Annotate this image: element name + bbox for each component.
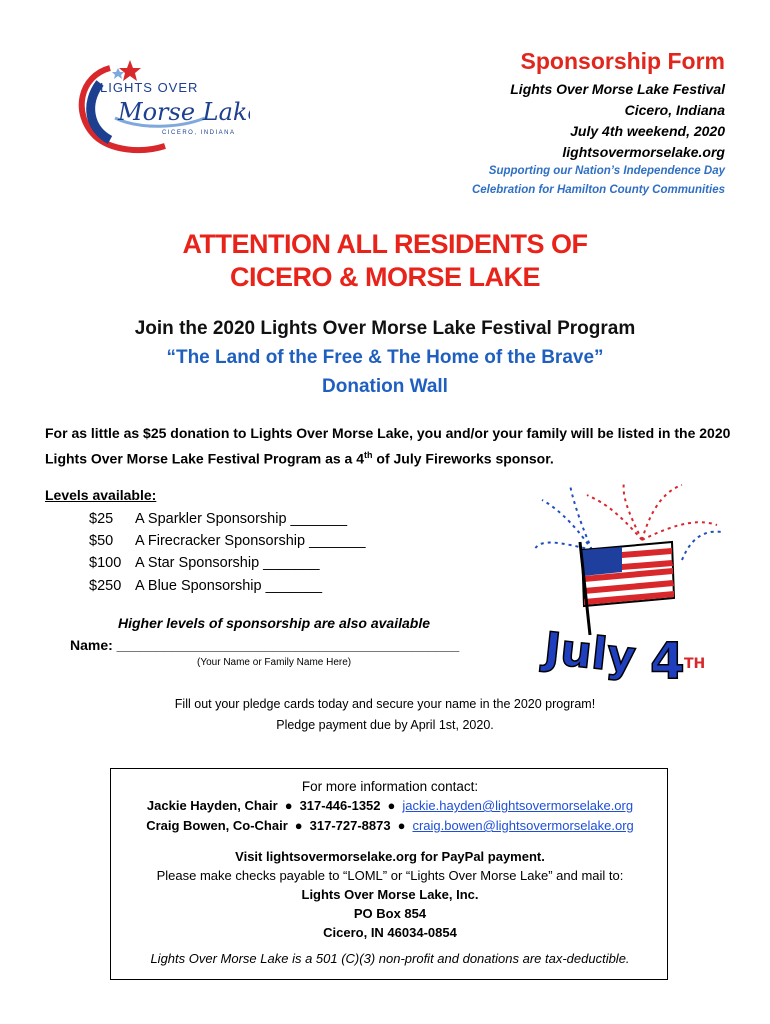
higher-levels-note: Higher levels of sponsorship are also available: [118, 615, 431, 631]
logo-line-2: Morse Lake: [118, 98, 250, 126]
contact-row: [111, 798, 669, 813]
paypal-note: Visit lightsovermorselake.org for PayPal payment.: [235, 849, 545, 864]
contact-box: [110, 768, 668, 980]
attention-heading-line-2: CICERO & MORSE LAKE: [229, 262, 541, 292]
contact-email-link[interactable]: craig.bowen@lightsovermorselake.org: [412, 818, 634, 833]
program-title: Join the 2020 Lights Over Morse Lake Festival Program: [134, 318, 636, 339]
contact-name: Jackie Hayden, Chair: [146, 798, 278, 813]
july-text: July: [541, 623, 639, 684]
logo-line-3: CICERO, INDIANA: [162, 130, 236, 136]
contact-phone: 317-446-1352: [299, 798, 381, 813]
donation-wall-title: Donation Wall: [322, 376, 448, 397]
flag-icon: [580, 542, 674, 635]
mailing-org: Lights Over Morse Lake, Inc.: [301, 887, 479, 902]
levels-heading: Levels available:: [45, 487, 157, 503]
logo-line-1: LIGHTS OVER: [100, 80, 199, 95]
name-field: Name: ____________________________________________: [70, 637, 460, 653]
level-amount: $25: [89, 511, 114, 527]
intro-text: For as little as $25 donation to Lights Over Morse Lake, you and/or your family will be listed in the 2020 Lights Over Morse Lake Festival Program as a 4: [45, 425, 731, 467]
contact-row: [111, 818, 669, 833]
level-label: A Star Sponsorship _______: [135, 555, 320, 571]
contact-phone: 317-727-8873: [309, 818, 391, 833]
july-number: 4: [650, 632, 685, 685]
contact-email-link[interactable]: jackie.hayden@lightsovermorselake.org: [402, 798, 634, 813]
intro-paragraph: [45, 422, 735, 470]
checks-note: Please make checks payable to “LOML” or “Lights Over Morse Lake” and mail to:: [156, 868, 624, 883]
support-line-2: Celebration for Hamilton County Communities: [471, 184, 725, 196]
attention-heading-line-1: ATTENTION ALL RESIDENTS OF: [182, 229, 588, 259]
mailing-pobox: PO Box 854: [353, 906, 427, 921]
level-label: A Sparkler Sponsorship _______: [135, 511, 348, 527]
july-4th-clipart: [532, 480, 724, 685]
bullet-icon: ●: [387, 798, 396, 813]
mailing-city-zip: Cicero, IN 46034-0854: [323, 925, 457, 940]
level-label: A Blue Sponsorship _______: [135, 578, 323, 594]
form-title: Sponsorship Form: [520, 48, 725, 74]
sponsorship-level: [89, 578, 322, 594]
intro-superscript: th: [364, 450, 373, 460]
festival-city: Cicero, Indiana: [624, 102, 725, 118]
bullet-icon: ●: [294, 818, 303, 833]
pledge-line-2: Pledge payment due by April 1st, 2020.: [276, 718, 494, 732]
support-line-1: Supporting our Nation’s Independence Day: [488, 165, 725, 177]
sponsorship-level: [89, 533, 366, 549]
sponsorship-level: [89, 555, 320, 571]
program-motto: “The Land of the Free & The Home of the Brave”: [166, 347, 604, 368]
intro-text-end: of July Fireworks sponsor.: [372, 450, 554, 467]
sponsorship-level: [89, 511, 347, 527]
contact-name: Craig Bowen, Co-Chair: [146, 818, 288, 833]
bullet-icon: ●: [284, 798, 293, 813]
festival-date: July 4th weekend, 2020: [570, 123, 725, 139]
july-suffix: TH: [684, 656, 706, 672]
level-amount: $250: [89, 578, 122, 594]
bullet-icon: ●: [397, 818, 406, 833]
pledge-line-1: Fill out your pledge cards today and secure your name in the 2020 program!: [174, 697, 596, 711]
nonprofit-note: Lights Over Morse Lake is a 501 (C)(3) non-profit and donations are tax-deductible.: [150, 951, 630, 966]
festival-website: lightsovermorselake.org: [562, 144, 725, 160]
name-hint: (Your Name or Family Name Here): [197, 657, 352, 668]
contact-heading: For more information contact:: [301, 779, 479, 794]
level-label: A Firecracker Sponsorship _______: [135, 533, 366, 549]
level-amount: $50: [89, 533, 114, 549]
festival-logo: [70, 58, 250, 156]
level-amount: $100: [89, 555, 122, 571]
festival-name: Lights Over Morse Lake Festival: [510, 81, 725, 97]
